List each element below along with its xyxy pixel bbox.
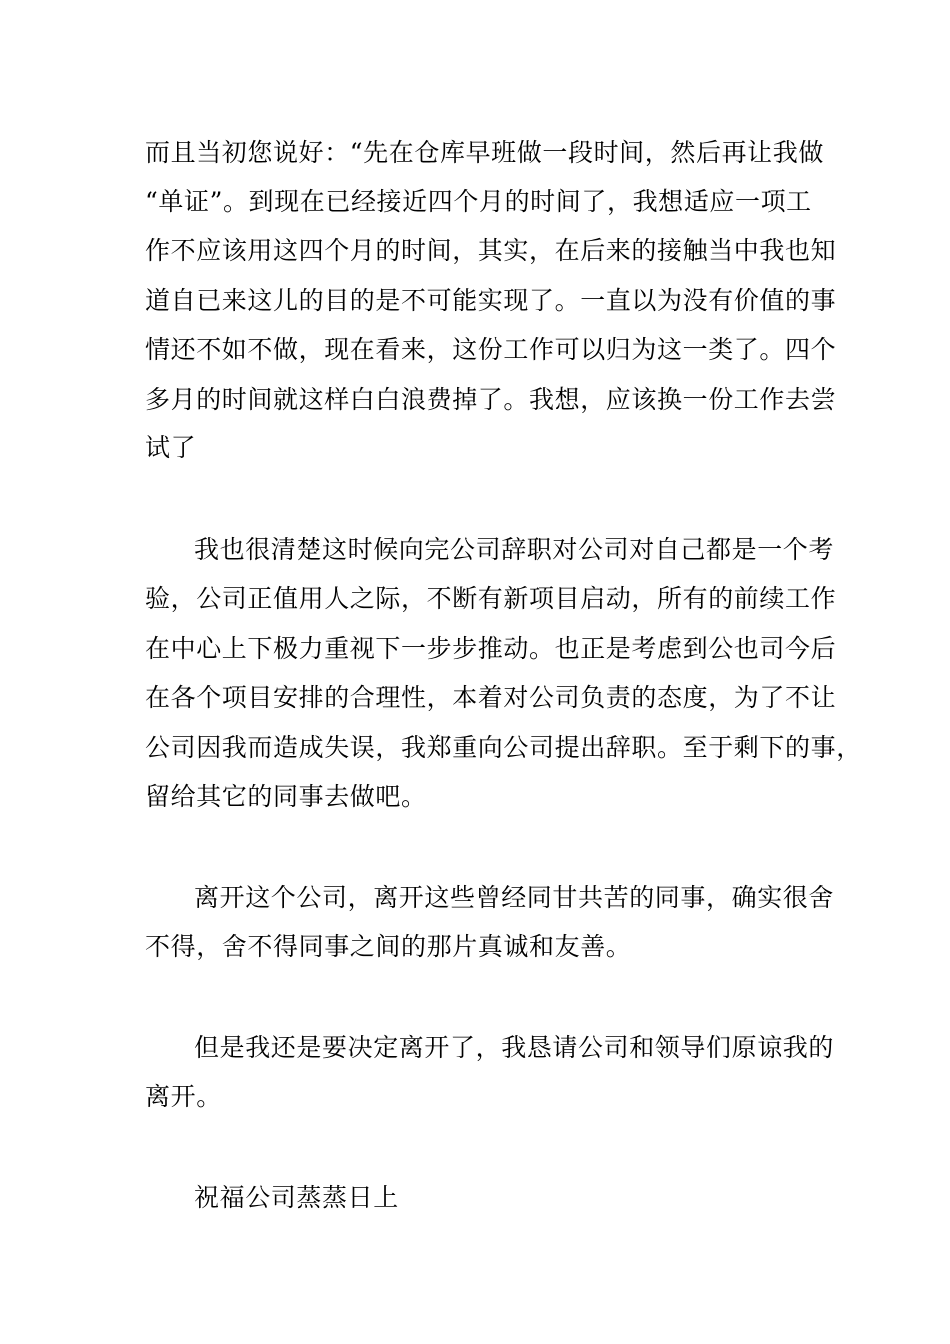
paragraph-line: 在中心上下极力重视下一步步推动。也正是考虑到公也司今后 xyxy=(145,634,837,663)
paragraph-line: 验，公司正值用人之际，不断有新项目启动，所有的前续工作 xyxy=(145,584,837,613)
paragraph-line: 离开这个公司，离开这些曾经同甘共苦的同事，确实很舍 xyxy=(194,883,835,912)
paragraph-line: 但是我还是要决定离开了，我恳请公司和领导们原谅我的 xyxy=(194,1033,835,1062)
paragraph-line: “单证”。到现在已经接近四个月的时间了，我想适应一项工 xyxy=(145,187,812,216)
paragraph-line: 作不应该用这四个月的时间，其实，在后来的接触当中我也知 xyxy=(145,236,837,265)
paragraph-line: 我也很清楚这时候向完公司辞职对公司对自己都是一个考 xyxy=(194,535,835,564)
paragraph-line: 不得，舍不得同事之间的那片真诚和友善。 xyxy=(145,932,632,961)
paragraph-line: 试了 xyxy=(145,433,197,462)
paragraph-line: 情还不如不做，现在看来，这份工作可以归为这一类了。四个 xyxy=(145,335,837,364)
paragraph-line: 离开。 xyxy=(145,1082,222,1111)
paragraph-line: 留给其它的同事去做吧。 xyxy=(145,782,427,811)
closing-line: 祝福公司蒸蒸日上 xyxy=(194,1183,399,1212)
paragraph-line: 道自已来这儿的目的是不可能实现了。一直以为没有价值的事 xyxy=(145,286,837,315)
paragraph-line: 在各个项目安排的合理性，本着对公司负责的态度，为了不让 xyxy=(145,683,837,712)
paragraph-line: 而且当初您说好：“先在仓库早班做一段时间，然后再让我做 xyxy=(145,138,824,167)
paragraph-line: 公司因我而造成失误，我郑重向公司提出辞职。至于剩下的事， xyxy=(145,733,862,762)
paragraph-line: 多月的时间就这样白白浪费掉了。我想，应该换一份工作去尝 xyxy=(145,385,837,414)
